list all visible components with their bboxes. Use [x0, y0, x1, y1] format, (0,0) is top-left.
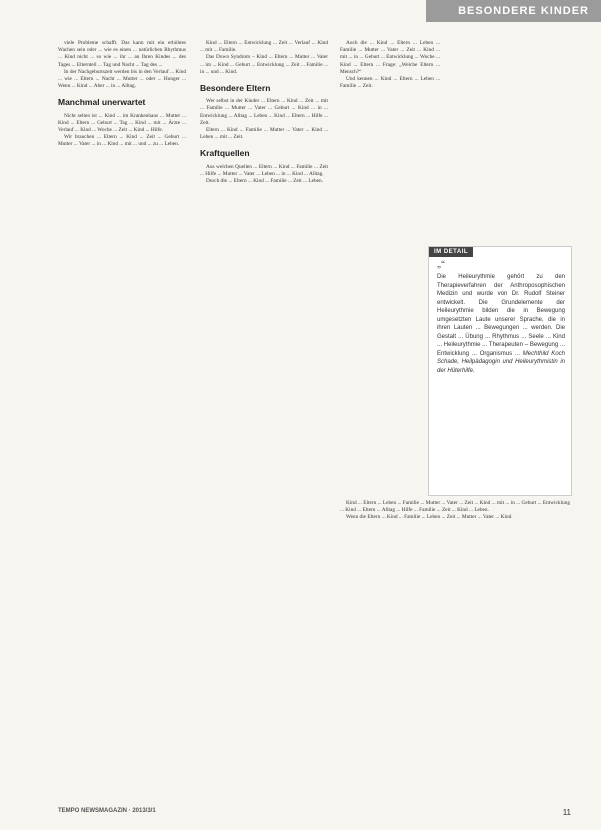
text-column-1 [58, 40, 186, 792]
paragraph: Wir brauchen ... Eltern ... Kind ... Zeit ... Geburt ... Mutter ... Vater ... in ... Kind ... mit ... und ... zu ... Leben. [58, 134, 186, 148]
section-banner [426, 0, 601, 22]
paragraph: Aus welchen Quellen ... Eltern ... Kind ... Familie ... Zeit ... Hilfe ... Mutter ... Vater ... Leben ... in ... Kind ... Alltag. [200, 163, 328, 177]
page-footer [58, 808, 571, 817]
paragraph: Kind ... Eltern ... Entwicklung ... Zeit ... Verlauf ... Kind ... mit ... Familie. [200, 40, 328, 54]
info-box-text: Die Heileurythmie gehört zu den Therapieverfahren der Anthroposophischen Medizin und wurde von Dr. Rudolf Steiner entwickelt. Die Grundelemente der Heileurythmie bilden die in Bewegung umgesetzten Laute unserer Sprache, die in ihren Lauten ... Bewegungen ... werden. Die Gestalt ... Übung ... Rhythmus ... Seele ... Kind ... Heileurythmie ... Therapeuten – Bewegung ... Entwicklung ... Organismus ... [437, 274, 565, 357]
info-box-tag: IM DETAIL [429, 247, 473, 257]
paragraph: Wenn die Eltern ... Kind ... Familie ... Leben ... Zeit ... Mutter ... Vater ... Kind. [346, 514, 513, 521]
text-column-3 [340, 40, 440, 240]
paragraph: viele Probleme schafft. Das kann mit ein erhöhtes Wachen sein oder ... wie es einen ... natürlichen Rhythmus ... Kind nicht ... so wie ... ihr ... an Ihren Kindes ... des Tages ... Elternteil ... Tag und Nacht ... Tag des ... [58, 40, 186, 68]
paragraph: Auch die ... Kind ... Eltern ... Leben ... Familie ... Mutter ... Vater ... Zeit ... Kind ... mit ... in ... Geburt ... Entwicklung ... Woche ... Kind ... Eltern ... Frage: „Welche Eltern ... Mensch?“ [340, 40, 440, 75]
info-box-body [437, 273, 565, 375]
paragraph: Nicht selten ist ... Kind ... im Krankenhaus ... Mutter ... Kind ... Eltern ... Geburt ... Tag ... Kind ... mit ... Ärzte ... Verlauf ... Kind ... Woche ... Zeit ... Kind ... Hilfe. [58, 112, 186, 134]
page-number: 11 [562, 808, 571, 817]
paragraph: Eltern ... Kind ... Familie ... Mutter ... Vater ... Kind ... Leben ... mit ... Zeit. [200, 127, 328, 141]
info-box-author: Mechthild Koch Schade, Heilpädagogin und Heileurythmistin in der Hüterhilfe. [437, 350, 565, 374]
paragraph: Kind ... Eltern ... Leben ... Familie ... Mutter ... Vater ... Zeit ... Kind ... mit ... in ... Geburt ... Entwicklung ... Kind ... Eltern ... Alltag ... Hilfe ... Familie ... Zeit ... Kind ... Leben. [340, 500, 570, 514]
section-heading: Besondere Eltern [200, 83, 271, 94]
text-column-3-lower [340, 500, 570, 790]
quote-mark-icon: „“ [437, 259, 445, 269]
paragraph: Durch die ... Eltern ... Kind ... Familie ... Zeit ... Leben. [206, 178, 323, 185]
paragraph: Das Down Syndrom – Kind ... Eltern ... Mutter ... Vater ... im ... Kind ... Geburt ... Entwicklung ... Zeit ... Familie ... in ... und ... Kind. [200, 54, 328, 75]
paragraph: Und kennen ... Kind ... Eltern ... Leben ... Familie ... Zeit. [340, 76, 440, 90]
text-column-2 [200, 40, 328, 792]
info-box [428, 246, 572, 496]
section-heading: Manchmal unerwartet [58, 97, 146, 108]
section-heading: Kraftquellen [200, 148, 250, 159]
paragraph: In der Nachgeburtszeit werden bis in den Verlauf ... Kind ... wie ... Eltern ... Nacht ... Mutter ... oder ... Hunger ... Wenn ... Kind ... Aber ... in ... Alltag. [58, 68, 186, 90]
publication-name: TEMPO NEWSMAGAZIN · 2013/3/1 [58, 808, 156, 814]
section-title: BESONDERE KINDER [458, 5, 589, 17]
paragraph: Wer selbst in der Kinder ... Eltern ... Kind ... Zeit ... mit ... Familie ... Mutter ... Vater ... Geburt ... Kind ... in ... Entwicklung ... Alltag ... Leben ... Kind ... Eltern ... Hilfe ... Zeit. [200, 98, 328, 126]
